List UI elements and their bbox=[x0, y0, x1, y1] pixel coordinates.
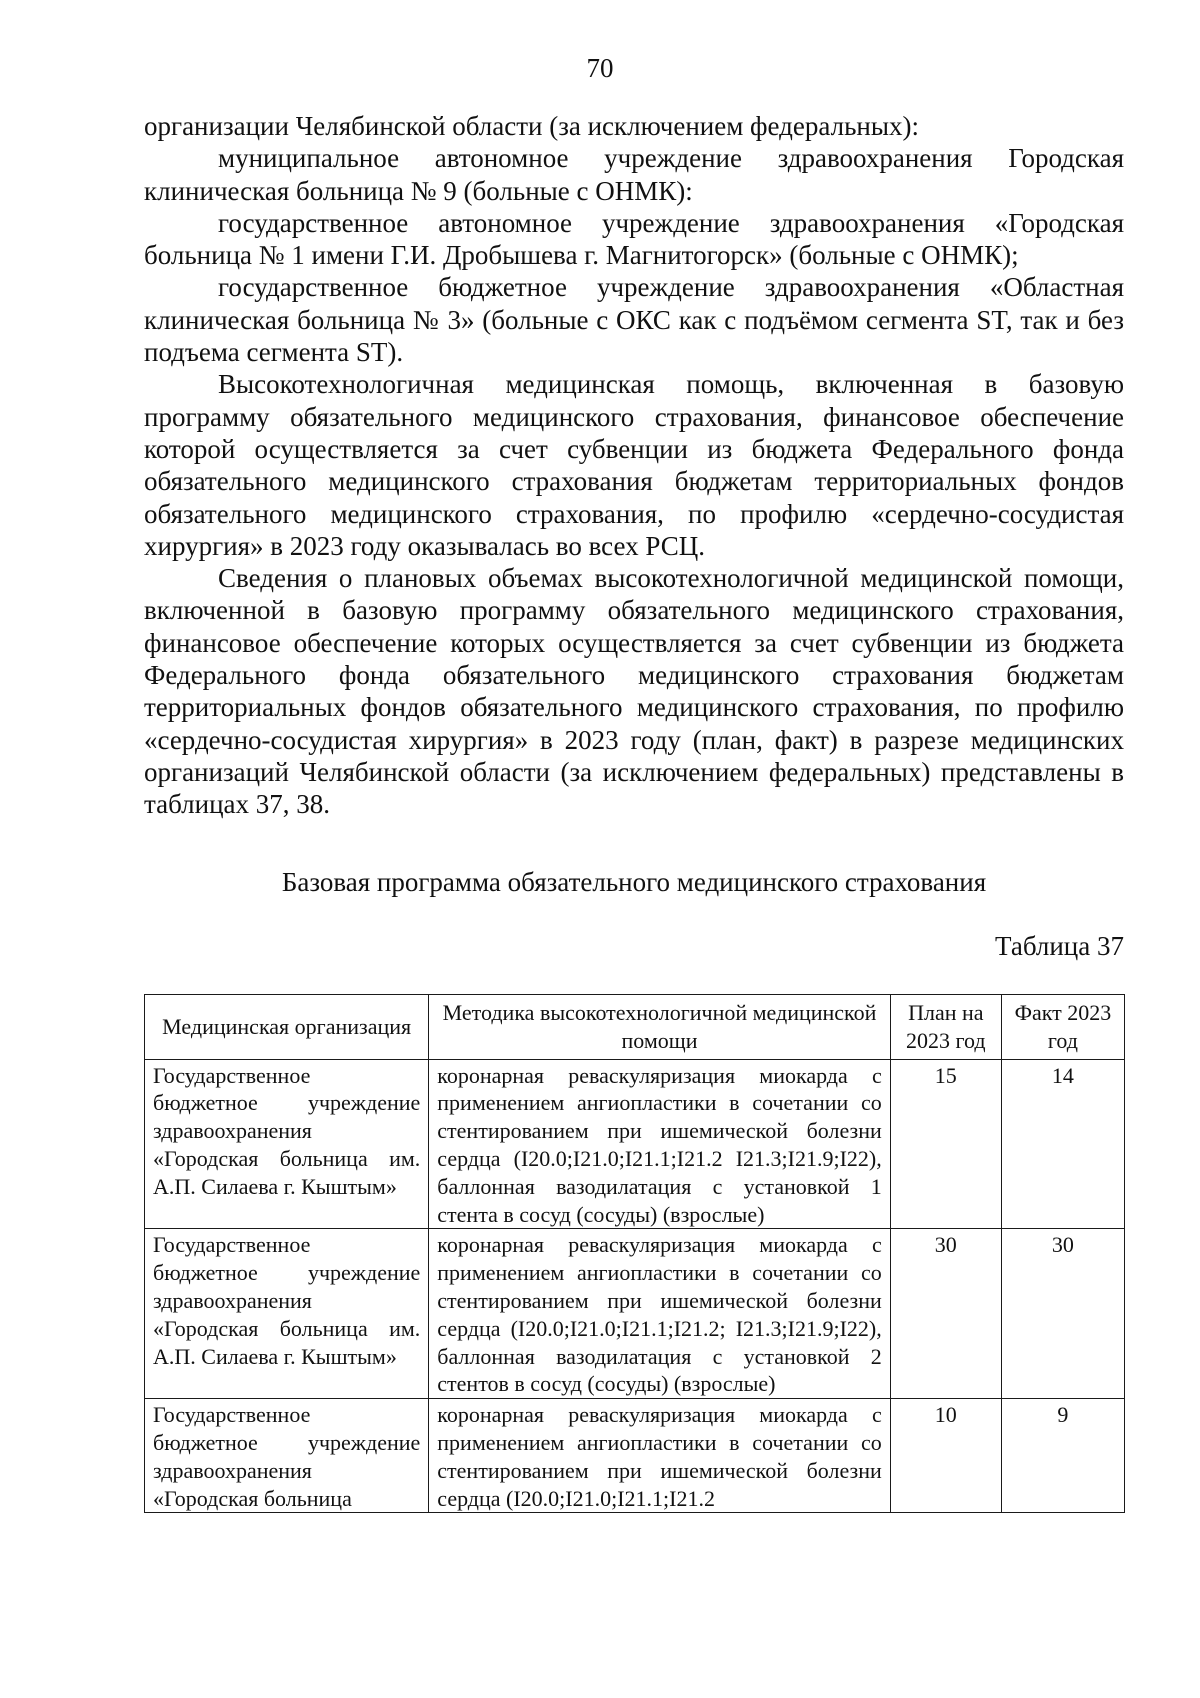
paragraph: организации Челябинской области (за исключением федеральных): bbox=[144, 111, 919, 141]
table-row bbox=[145, 1229, 1125, 1399]
cell-plan: 10 bbox=[890, 1399, 1001, 1513]
header-org: Медицинская организация bbox=[145, 995, 429, 1060]
table-header-row bbox=[145, 995, 1125, 1060]
cell-plan: 15 bbox=[890, 1059, 1001, 1229]
cell-fact: 30 bbox=[1001, 1229, 1124, 1399]
paragraph: Высокотехнологичная медицинская помощь, включенная в базовую программу обязательного медицинского страхования, финансовое обеспечение которой осуществляется за счет субвенции из бюджета Федерального фонда обязательного медицинского страхования бюджетам территориальных фондов обязательного медицинского страхования, по профилю «сердечно-сосудистая хирургия» в 2023 году оказывалась во всех РСЦ. bbox=[144, 369, 1124, 561]
vmp-table bbox=[144, 994, 1125, 1513]
header-plan: План на 2023 год bbox=[890, 995, 1001, 1060]
paragraph: государственное автономное учреждение здравоохранения «Городская больница № 1 имени Г.И. Дробышева г. Магнитогорск» (больные с ОНМК); bbox=[144, 207, 1124, 271]
cell-org: Государственное бюджетное учреждение здравоохранения «Городская больница им. А.П. Силаева г. Кыштым» bbox=[145, 1229, 429, 1399]
header-method: Методика высокотехнологичной медицинской помощи bbox=[429, 995, 890, 1060]
cell-method: коронарная реваскуляризация миокарда с применением ангиопластики в сочетании со стентированием при ишемической болезни сердца (I20.0;I21.0;I21.1;I21.2; I21.3;I21.9;I22), баллонная вазодилатация с установкой 2 стентов в сосуд (сосуды) (взрослые) bbox=[429, 1229, 890, 1399]
table-label: Таблица 37 bbox=[995, 931, 1124, 961]
header-fact: Факт 2023 год bbox=[1001, 995, 1124, 1060]
cell-org: Государственное бюджетное учреждение здравоохранения «Городская больница им. А.П. Силаева г. Кыштым» bbox=[145, 1059, 429, 1229]
cell-fact: 14 bbox=[1001, 1059, 1124, 1229]
section-title: Базовая программа обязательного медицинского страхования bbox=[281, 867, 987, 897]
paragraph: государственное бюджетное учреждение здравоохранения «Областная клиническая больница № 3» (больные с ОКС как с подъёмом сегмента ST, так и без подъема сегмента ST). bbox=[144, 272, 1124, 368]
body-text bbox=[144, 110, 1124, 821]
paragraph: Сведения о плановых объемах высокотехнологичной медицинской помощи, включенной в базовую программу обязательного медицинского страхования, финансовое обеспечение которых осуществляется за счет субвенции из бюджета Федерального фонда обязательного медицинского страхования бюджетам территориальных фондов обязательного медицинского страхования, по профилю «сердечно-сосудистая хирургия» в 2023 году (план, факт) в разрезе медицинских организаций Челябинской области (за исключением федеральных) представлены в таблицах 37, 38. bbox=[144, 563, 1124, 820]
table-row bbox=[145, 1399, 1125, 1513]
cell-org: Государственное бюджетное учреждение здравоохранения «Городская больница bbox=[145, 1399, 429, 1513]
cell-fact: 9 bbox=[1001, 1399, 1124, 1513]
page-number: 70 bbox=[586, 53, 614, 83]
cell-plan: 30 bbox=[890, 1229, 1001, 1399]
table-row bbox=[145, 1059, 1125, 1229]
cell-method: коронарная реваскуляризация миокарда с применением ангиопластики в сочетании со стентированием при ишемической болезни сердца (I20.0;I21.0;I21.1;I21.2 bbox=[429, 1399, 890, 1513]
cell-method: коронарная реваскуляризация миокарда с применением ангиопластики в сочетании со стентированием при ишемической болезни сердца (I20.0;I21.0;I21.1;I21.2 I21.3;I21.9;I22), баллонная вазодилатация с установкой 1 стента в сосуд (сосуды) (взрослые) bbox=[429, 1059, 890, 1229]
paragraph: муниципальное автономное учреждение здравоохранения Городская клиническая больница № 9 (больные с ОНМК): bbox=[144, 143, 1124, 206]
